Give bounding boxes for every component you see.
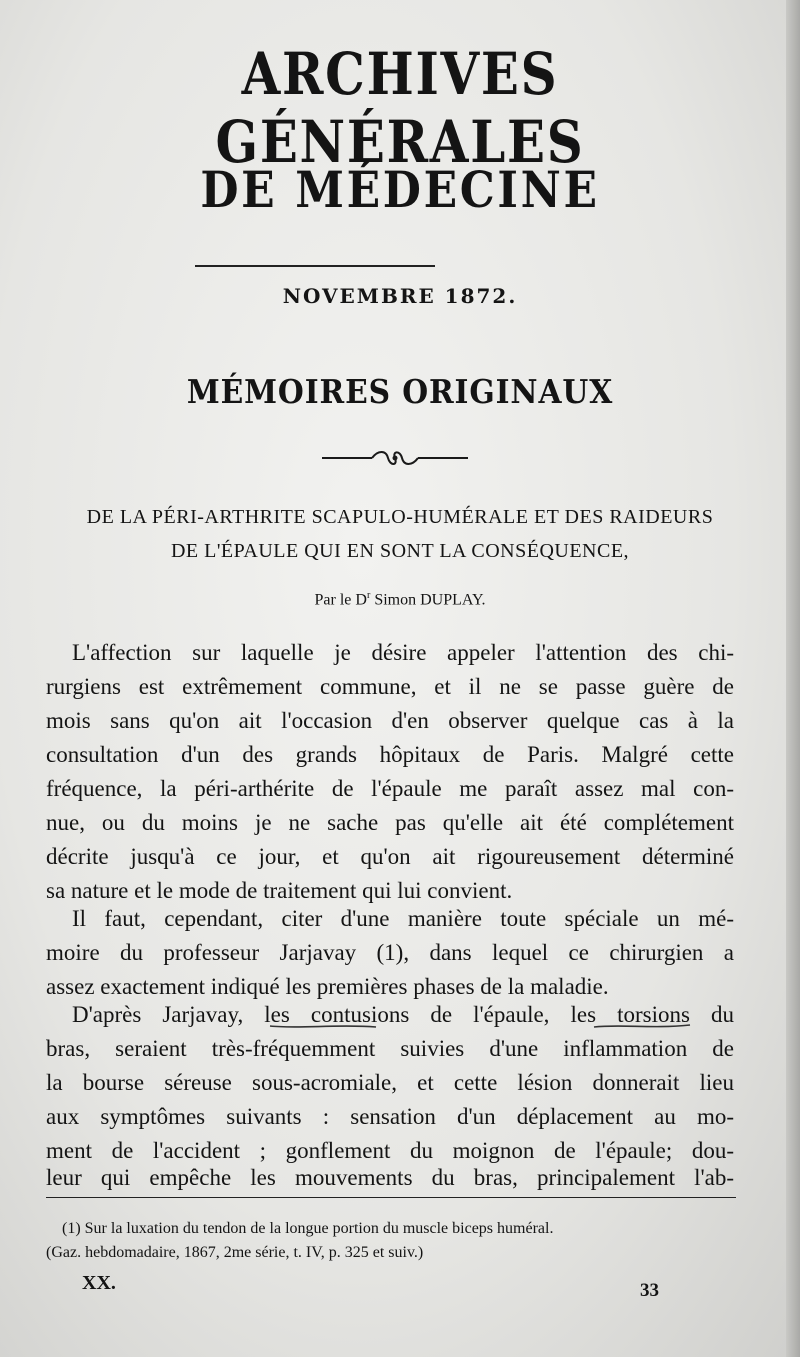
footnote-line2: (Gaz. hebdomadaire, 1867, 2me série, t. IV, p. 325 et suiv.) xyxy=(46,1244,424,1261)
issue-date: NOVEMBRE 1872. xyxy=(282,284,518,308)
header-rule xyxy=(195,265,435,267)
body-line: décrite jusqu'à ce jour, et qu'on ait rigoureusement déterminé xyxy=(46,844,734,869)
footnote-rule xyxy=(46,1197,736,1198)
body-line: fréquence, la péri-arthérite de l'épaule me paraît assez mal con- xyxy=(46,776,734,801)
section-title: MÉMOIRES ORIGINAUX xyxy=(186,372,614,411)
pencil-underline-mark xyxy=(592,1022,692,1030)
article-title-line2: DE L'ÉPAULE QUI EN SONT LA CONSÉQUENCE, xyxy=(170,540,630,562)
body-line: bras, seraient très-fréquemment suivies d'une inflammation de xyxy=(46,1036,734,1061)
body-line: consultation d'un des grands hôpitaux de Paris. Malgré cette xyxy=(46,742,734,767)
pencil-underline-mark xyxy=(268,1022,378,1030)
author-byline xyxy=(0,590,800,609)
journal-title-line1: ARCHIVES GÉNÉRALES xyxy=(215,40,585,176)
signature-mark: XX. xyxy=(82,1272,116,1294)
article-title-line1: DE LA PÉRI-ARTHRITE SCAPULO-HUMÉRALE ET DES RAIDEURS xyxy=(86,506,714,528)
body-line: L'affection sur laquelle je désire appeler l'attention des chi- xyxy=(72,640,734,665)
body-line: Il faut, cependant, citer d'une manière toute spéciale un mé- xyxy=(72,906,734,931)
body-line: nue, ou du moins je ne sache pas qu'elle ait été complétement xyxy=(46,810,734,835)
body-line: aux symptômes suivants : sensation d'un déplacement au mo- xyxy=(46,1104,734,1129)
body-line: D'après Jarjavay, les contusions de l'épaule, les torsions du xyxy=(72,1002,734,1027)
author-name: Simon DUPLAY. xyxy=(374,591,486,609)
ornament-divider-icon xyxy=(320,446,470,470)
footnote-line1: (1) Sur la luxation du tendon de la longue portion du muscle biceps huméral. xyxy=(62,1220,554,1237)
body-line: la bourse séreuse sous-acromiale, et cette lésion donnerait lieu xyxy=(46,1070,734,1095)
byline-prefix: Par le D xyxy=(314,591,367,609)
body-line: assez exactement indiqué les premières phases de la maladie. xyxy=(46,974,609,999)
page-number: 33 xyxy=(640,1280,659,1301)
body-line: sa nature et le mode de traitement qui lui convient. xyxy=(46,878,513,903)
body-line: mois sans qu'on ait l'occasion d'en observer quelque cas à la xyxy=(46,708,734,733)
byline-superscript: r xyxy=(366,590,371,601)
body-line: ment de l'accident ; gonflement du moignon de l'épaule; dou- xyxy=(46,1138,734,1163)
body-line: leur qui empêche les mouvements du bras, principalement l'ab- xyxy=(46,1165,734,1190)
page-edge-shadow xyxy=(786,0,800,1357)
body-line: rurgiens est extrêmement commune, et il ne se passe guère de xyxy=(46,674,734,699)
journal-title-line2: DE MÉDECINE xyxy=(200,160,600,219)
body-line: moire du professeur Jarjavay (1), dans lequel ce chirurgien a xyxy=(46,940,734,965)
